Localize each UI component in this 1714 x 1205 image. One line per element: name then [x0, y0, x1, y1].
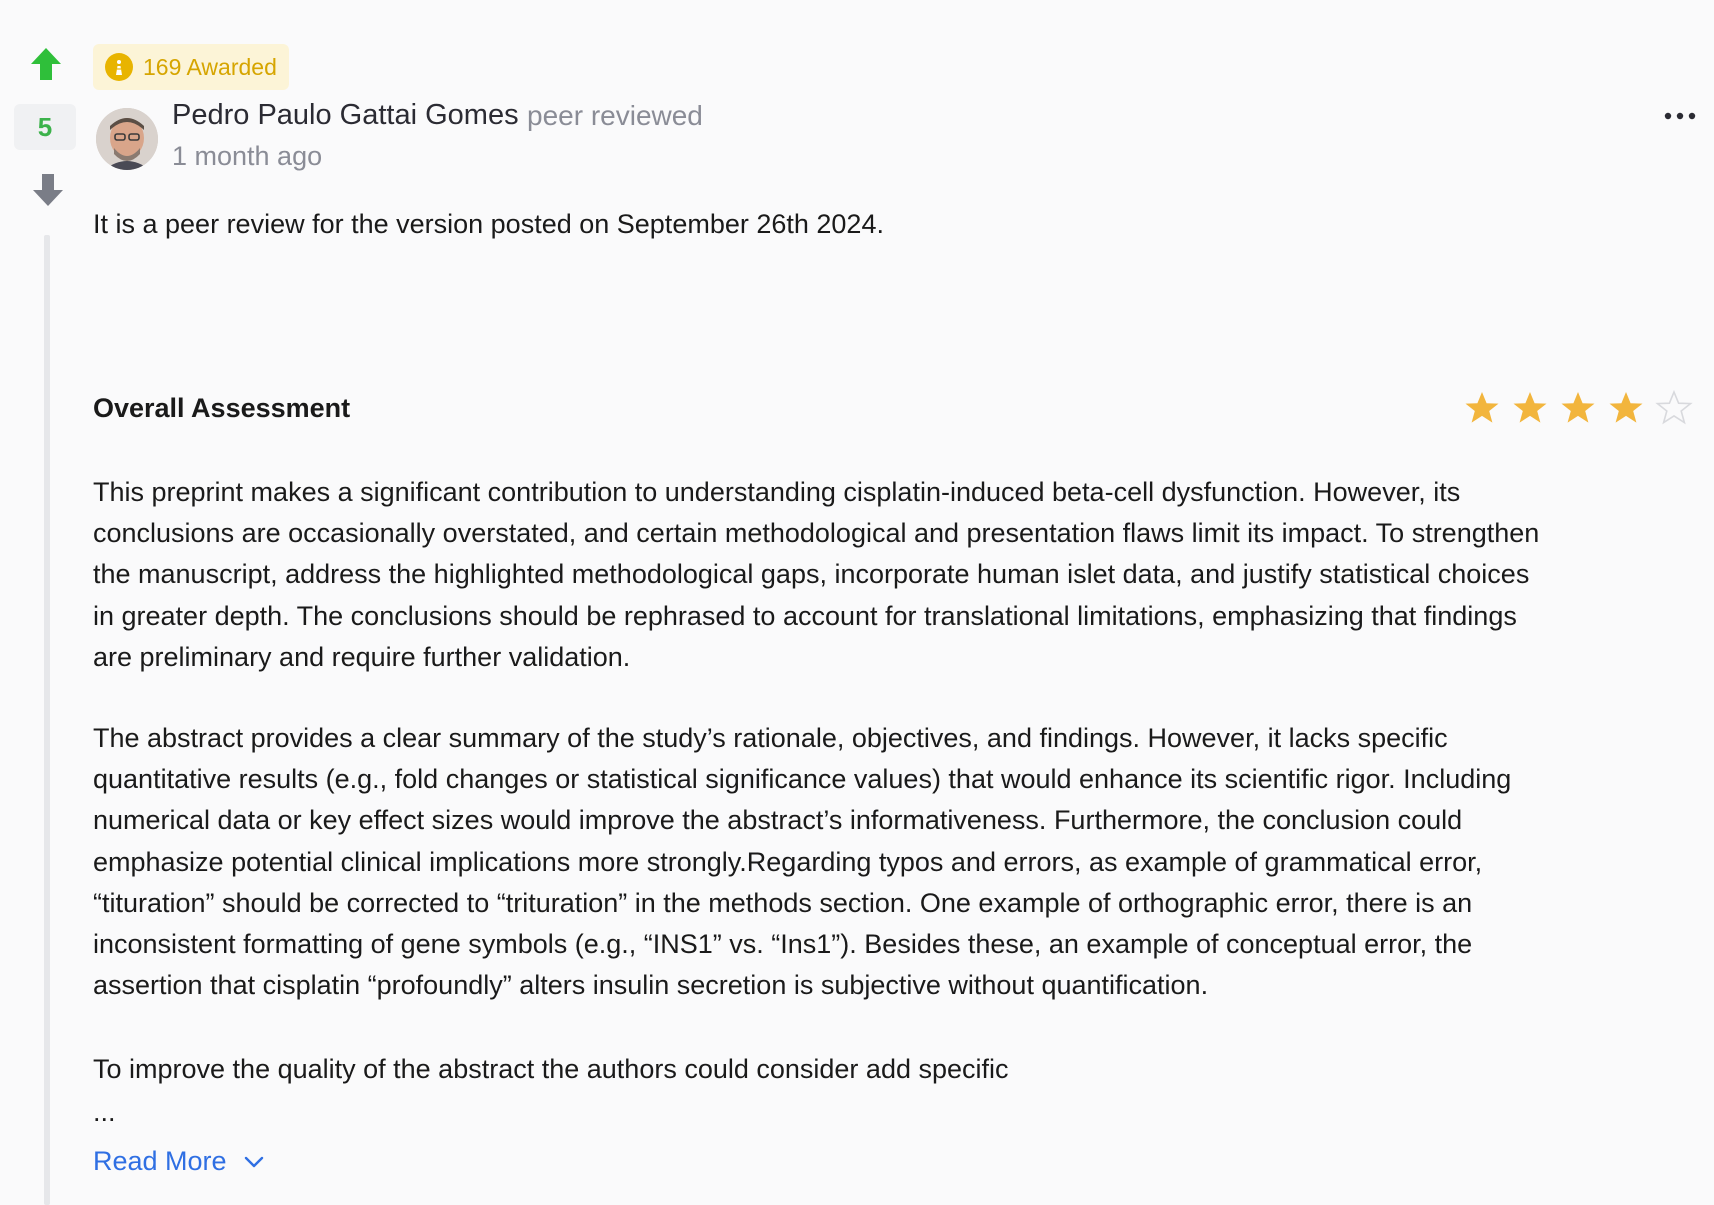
paragraph-line: This preprint makes a significant contribution to understanding cisplatin-induced beta-cell dysfunction. However, its [93, 477, 1461, 507]
paragraph-line: quantitative results (e.g., fold changes or statistical significance values) that would enhance its scientific rigor. Including [93, 764, 1512, 795]
thread-line [44, 235, 50, 1205]
review-paragraph-1 [93, 472, 1705, 678]
review-paragraph-2 [93, 718, 1705, 1006]
paragraph-line: The abstract provides a clear summary of the study’s rationale, objectives, and findings. However, it lacks specific [93, 723, 1448, 753]
avatar[interactable] [96, 108, 158, 170]
star-filled-icon [1607, 389, 1645, 427]
paragraph-line: the manuscript, address the highlighted methodological gaps, incorporate human islet data, and justify statistical choices [93, 559, 1530, 590]
paragraph-line: numerical data or key effect sizes would improve the abstract’s informativeness. Furthermore, the conclusion could [93, 805, 1463, 836]
more-dots-icon[interactable] [1660, 102, 1700, 130]
section-heading: Overall Assessment [93, 393, 351, 423]
award-label: 169 Awarded [143, 53, 277, 80]
star-filled-icon [1511, 389, 1549, 427]
paragraph-line: To improve the quality of the abstract the authors could consider add specific [93, 1054, 1009, 1084]
paragraph-line: emphasize potential clinical implications more strongly.Regarding typos and errors, as example of grammatical error, [93, 846, 1483, 877]
award-medal-icon [105, 53, 133, 81]
paragraph-line: in greater depth. The conclusions should be rephrased to account for translational limitations, emphasizing that findings [93, 600, 1517, 631]
read-more-button[interactable] [93, 1146, 267, 1177]
vote-count: 5 [14, 104, 76, 150]
review-intro: It is a peer review for the version posted on September 26th 2024. [93, 209, 884, 239]
peer-reviewed-label: peer reviewed [527, 100, 703, 131]
vote-column [0, 0, 90, 1205]
paragraph-line: are preliminary and require further validation. [93, 641, 631, 672]
star-filled-icon [1559, 389, 1597, 427]
paragraph-line: assertion that cisplatin “profoundly” alters insulin secretion is subjective without quantification. [93, 970, 1209, 1001]
star-filled-icon [1463, 389, 1501, 427]
paragraph-line: inconsistent formatting of gene symbols (e.g., “INS1” vs. “Ins1”). Besides these, an example of conceptual error, the [93, 929, 1473, 960]
paragraph-line: conclusions are occasionally overstated, and certain methodological and presentation flaws limit its impact. To strengthen [93, 518, 1540, 549]
truncation-ellipsis: ... [93, 1097, 116, 1127]
paragraph-line: “tituration” should be corrected to “trituration” in the methods section. One example of orthographic error, there is an [93, 887, 1473, 918]
post-time: 1 month ago [172, 141, 323, 171]
arrow-up-icon[interactable] [26, 44, 66, 84]
review-paragraph-3 [93, 1049, 1705, 1090]
arrow-down-icon[interactable] [28, 170, 68, 210]
star-rating [1463, 389, 1693, 427]
star-empty-icon [1655, 389, 1693, 427]
author-name[interactable]: Pedro Paulo Gattai Gomes [172, 99, 519, 131]
award-badge[interactable] [93, 44, 289, 90]
read-more-label: Read More [93, 1146, 227, 1176]
chevron-down-icon [241, 1149, 267, 1175]
